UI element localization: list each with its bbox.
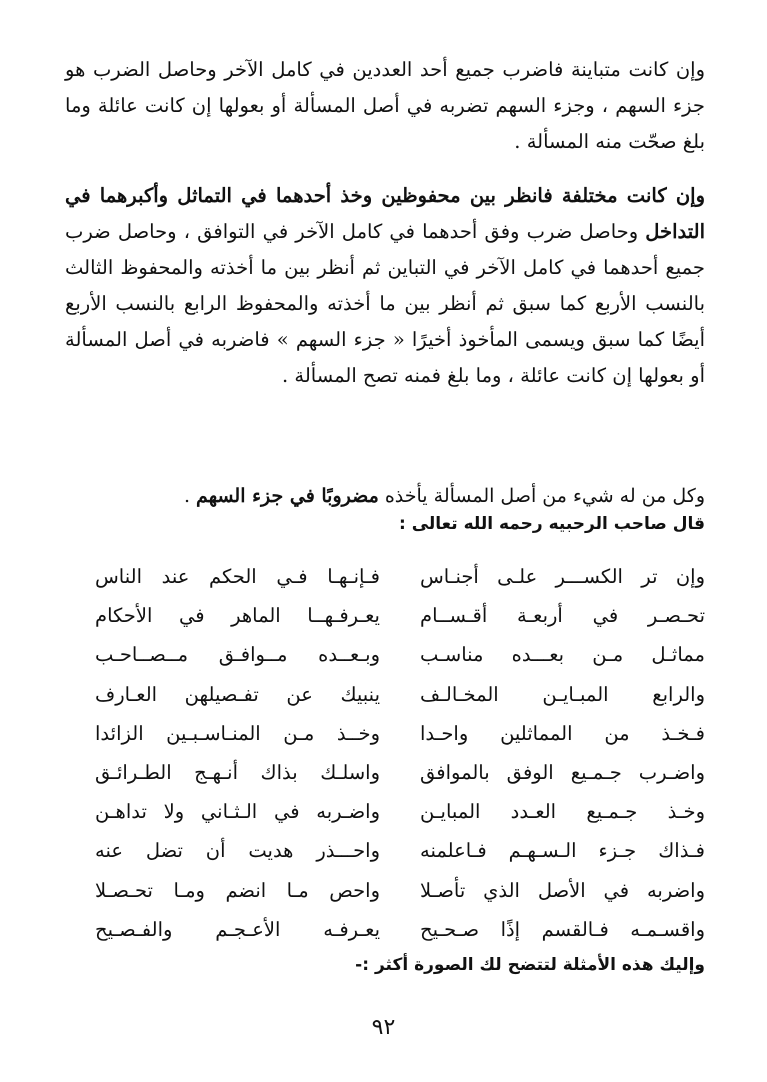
page-number: ٩٢ xyxy=(371,1015,396,1040)
paragraph-divergent-case xyxy=(65,52,705,160)
poem-verses xyxy=(95,557,705,949)
verse-first-hemistich: مماثـل مـن بعـــده مناسـب xyxy=(420,643,705,667)
verse-row xyxy=(95,557,705,596)
verse-second-hemistich: واضـربه في الـثـاني ولا تداهـن xyxy=(95,800,380,824)
note-text-bold: مضروبًا في جزء السهم xyxy=(196,485,379,507)
verse-row xyxy=(95,792,705,831)
verse-first-hemistich: واضـرب جـمـيع الوفق بالموافق xyxy=(420,761,705,785)
verse-first-hemistich: فـذاك جـزء الـسـهـم فـاعلمنه xyxy=(420,839,705,863)
verse-second-hemistich: فـإنـهـا فـي الحكم عند الناس xyxy=(95,565,380,589)
paragraph-continuation: وحاصل ضرب وفق أحدهما في كامل الآخر في التوافق ، وحاصل ضرب جميع أحدهما في كامل الآخر في التباين ثم أنظر بين ما أخذته والمحفوظ الثالث بالنسب الأربع كما سبق ثم أنظر بين ما أخذته والمحفوظ الرابع بالنسب الأربع أيضًا كما سبق ويسمى المأخوذ أخيرًا « جزء السهم » فاضربه في أصل المسألة أو بعولها إن كانت عائلة ، وما بلغ فمنه تصح المسألة . xyxy=(65,220,706,387)
paragraph-lead-bold: وإن كانت مختلفة فانظر بين محفوظين وخذ أحدهما في التماثل وأكبرهما في التداخل xyxy=(65,184,705,243)
verse-row xyxy=(95,753,705,792)
paragraph-text: وإن كانت متباينة فاضرب جميع أحد العددين في كامل الآخر وحاصل الضرب هو جزء السهم ، وجزء السهم تضربه في أصل المسألة أو بعولها إن كانت عائلة وما بلغ صحّت منه المسألة . xyxy=(65,58,705,153)
note-text-start: وكل من له شيء من أصل المسألة يأخذه xyxy=(378,485,705,507)
verse-first-hemistich: فـخـذ من المماثلين واحـدا xyxy=(420,721,705,745)
verse-row xyxy=(95,596,705,635)
verse-first-hemistich: واضربه في الأصل الذي تأصـلا xyxy=(420,878,705,902)
verse-first-hemistich: تحـصـر في أربعـة أقـســام xyxy=(420,604,705,628)
verse-row xyxy=(95,871,705,910)
verse-second-hemistich: وبـعــده مــوافـق مــصــاحـب xyxy=(95,643,380,667)
verse-second-hemistich: واسلـك بذاك أنـهـج الطـرائـق xyxy=(95,761,380,785)
paragraph-text xyxy=(65,178,705,394)
verse-second-hemistich: يعـرفـهــا الماهر في الأحكام xyxy=(95,604,380,628)
verse-second-hemistich: واحـــذر هديت أن تضل عنه xyxy=(95,839,380,863)
closing-line: وإليك هذه الأمثلة لتتضح لك الصورة أكثر :- xyxy=(355,955,705,975)
verse-second-hemistich: يعـرفـه الأعـجـم والفـصـيح xyxy=(95,917,380,941)
note-text-end: . xyxy=(183,485,197,507)
verse-first-hemistich: وإن تر الكســـر علـى أجنـاس xyxy=(420,565,705,589)
verse-first-hemistich: والرابع المبـايـن المخـالـف xyxy=(420,682,705,706)
verse-first-hemistich: واقسـمـه فـالقسم إذًا صـحـيح xyxy=(420,917,705,941)
verse-first-hemistich: وخـذ جـمـيع العـدد المبايـن xyxy=(420,800,705,824)
verse-second-hemistich: ينبيك عن تفـصيلهن العـارف xyxy=(95,682,380,706)
verse-row xyxy=(95,910,705,949)
poem-attribution: قال صاحب الرحبيه رحمه الله تعالى : xyxy=(398,514,705,534)
verse-row xyxy=(95,831,705,870)
verse-row xyxy=(95,675,705,714)
paragraph-different-case xyxy=(65,178,705,394)
verse-row xyxy=(95,635,705,674)
verse-second-hemistich: واحص مـا انضم ومـا تحـصـلا xyxy=(95,878,380,902)
verse-second-hemistich: وخــذ مـن المنـاسـبـين الزائدا xyxy=(95,721,380,745)
verse-row xyxy=(95,714,705,753)
